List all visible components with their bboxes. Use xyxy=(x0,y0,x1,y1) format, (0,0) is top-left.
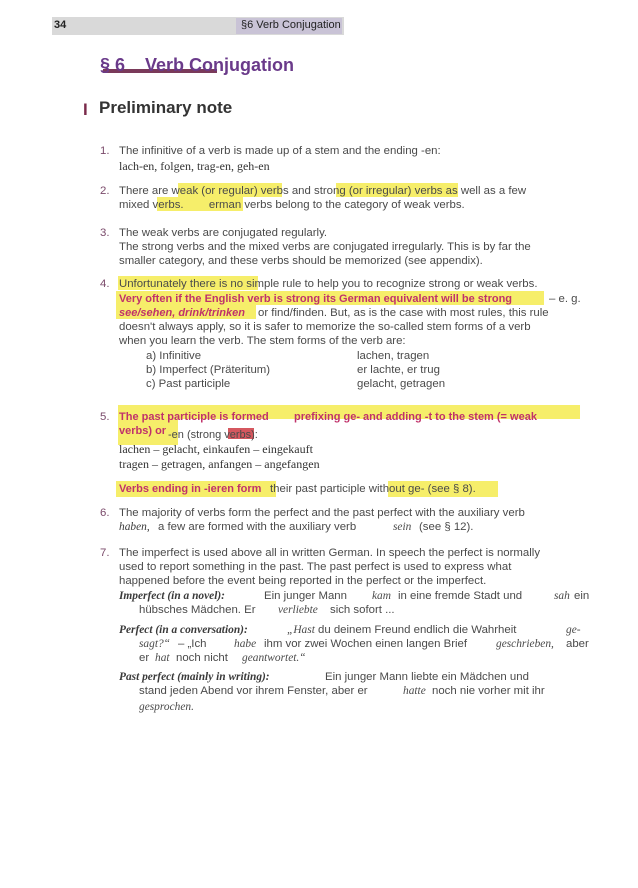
text-line: happened before the event being reported in the perfect or the imperfect. xyxy=(119,575,487,587)
text-italic: geschrieben, xyxy=(496,638,554,650)
text-italic: hatte xyxy=(403,685,426,697)
text-line-emphasis: see/sehen, drink/trinken xyxy=(119,307,245,319)
item-number: 7. xyxy=(100,547,110,559)
example-line: lachen – gelacht, einkaufen – eingekauft xyxy=(119,442,313,456)
text-line: ein xyxy=(574,590,590,602)
example-label: Imperfect (in a novel): xyxy=(119,590,225,602)
item-number: 4. xyxy=(100,278,110,290)
running-head: §6 Verb Conjugation xyxy=(241,19,341,31)
stem-form-value: gelacht, getragen xyxy=(357,378,446,390)
example-label: Perfect (in a conversation): xyxy=(119,624,248,636)
text-line: – e. g. xyxy=(549,293,581,305)
item-number: 6. xyxy=(100,507,110,519)
item-number: 2. xyxy=(100,185,110,197)
page-number: 34 xyxy=(54,19,67,31)
text-line: du deinem Freund endlich die Wahrheit xyxy=(318,624,517,636)
text-line: Unfortunately there is no simple rule to help you to recognize strong or weak verbs. xyxy=(119,278,538,290)
text-line: when you learn the verb. The stem forms of the verb are: xyxy=(119,335,406,347)
text-italic: sagt?“ xyxy=(139,638,171,650)
item-number: 5. xyxy=(100,411,110,423)
stem-form-value: lachen, tragen xyxy=(357,350,430,362)
text-line: noch nicht xyxy=(176,652,228,664)
stem-form-label: c) Past participle xyxy=(146,378,231,390)
text-line: mixed verbs. erman verbs belong to the category of weak verbs. xyxy=(119,199,465,211)
text-line: doesn't always apply, so it is safer to memorize the so-called stem forms of a verb xyxy=(119,321,531,333)
text-line: The infinitive of a verb is made up of a stem and the ending -en: xyxy=(119,145,441,157)
text-italic: ge- xyxy=(566,624,581,636)
item-number: 1. xyxy=(100,145,110,157)
text-line: (see § 12). xyxy=(419,521,474,533)
stem-form-label: a) Infinitive xyxy=(146,350,202,362)
text-line: noch nie vorher mit ihr xyxy=(432,685,545,697)
stem-form-value: er lachte, er trug xyxy=(357,364,440,376)
text-italic: sah xyxy=(554,590,570,602)
item-number: 3. xyxy=(100,227,110,239)
text-italic: geantwortet.“ xyxy=(242,652,306,664)
text-line: stand jeden Abend vor ihrem Fenster, aber er xyxy=(139,685,368,697)
text-line: hübsches Mädchen. Er xyxy=(139,604,256,616)
text-line: The imperfect is used above all in written German. In speech the perfect is normally xyxy=(119,547,541,559)
text-line-emphasis: The past participle is formed xyxy=(119,411,269,423)
text-italic: gesprochen. xyxy=(139,701,194,713)
stem-form-label: b) Imperfect (Präteritum) xyxy=(146,364,271,376)
text-line-emphasis: Verbs ending in -ieren form xyxy=(119,483,262,495)
example-line: tragen – getragen, anfangen – angefangen xyxy=(119,457,320,471)
text-line: sich sofort ... xyxy=(330,604,395,616)
text-line-emphasis: prefixing ge- and adding -t to the stem (= weak xyxy=(294,411,537,423)
text-line: used to report something in the past. The past perfect is used to express what xyxy=(119,561,512,573)
text-line: their past participle without ge- (see § 8). xyxy=(270,483,476,495)
text-italic: verliebte xyxy=(278,604,318,616)
text-line: The weak verbs are conjugated regularly. xyxy=(119,227,328,239)
text-line: er xyxy=(139,652,150,664)
text-line: The majority of verbs form the perfect and the past perfect with the auxiliary verb xyxy=(119,507,525,519)
text-line: a few are formed with the auxiliary verb xyxy=(158,521,357,533)
text-line: Ein junger Mann xyxy=(264,590,347,602)
text-italic: sein xyxy=(393,521,412,533)
text-italic: habe xyxy=(234,638,257,650)
section-number: I xyxy=(83,100,88,119)
section-title: Preliminary note xyxy=(99,98,233,117)
example-label: Past perfect (mainly in writing): xyxy=(119,671,270,683)
text-italic: „Hast xyxy=(287,624,315,636)
text-line-emphasis: Very often if the English verb is strong its German equivalent will be strong xyxy=(119,293,513,305)
text-line: The strong verbs and the mixed verbs are conjugated irregularly. This is by far the xyxy=(119,241,531,253)
text-italic: hat xyxy=(155,652,170,664)
text-line-emphasis: verbs) or xyxy=(119,425,167,437)
example-line: lach-en, folgen, trag-en, geh-en xyxy=(119,159,270,173)
chapter-title: § 6 Verb Conjugation xyxy=(100,55,295,75)
text-line: in eine fremde Stadt und xyxy=(398,590,523,602)
text-line: -en (strong verbs): xyxy=(168,429,258,441)
text-italic: haben, xyxy=(119,521,150,533)
text-line: ihm vor zwei Wochen einen langen Brief xyxy=(264,638,468,650)
text-line: There are weak (or regular) verbs and strong (or irregular) verbs as well as a few xyxy=(119,185,527,197)
text-line: or find/finden. But, as is the case with most rules, this rule xyxy=(258,307,549,319)
text-italic: kam xyxy=(372,590,391,602)
text-line: Ein junger Mann liebte ein Mädchen und xyxy=(325,671,529,683)
text-line: aber xyxy=(566,638,589,650)
text-line: – „Ich xyxy=(178,638,207,650)
text-line: smaller category, and these verbs should be memorized (see appendix). xyxy=(119,255,483,267)
